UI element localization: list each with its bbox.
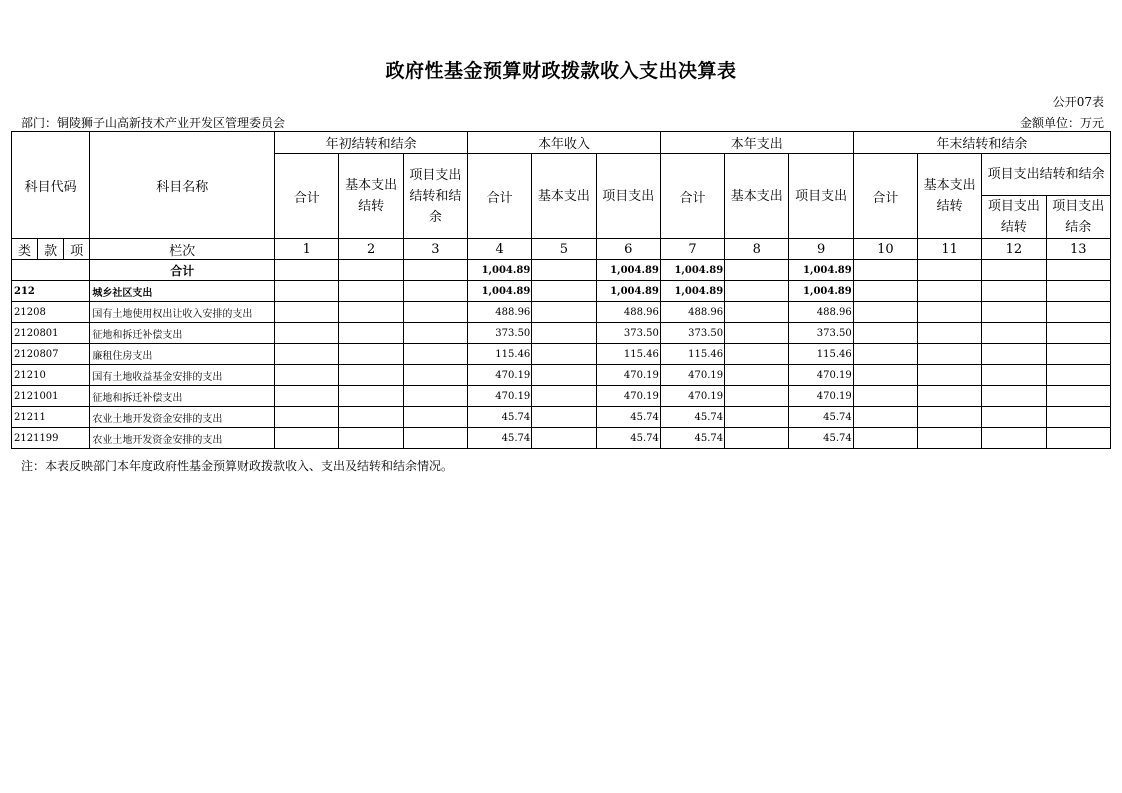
header-closing-project: 项目支出结转和结余: [982, 154, 1111, 196]
header-opening-project: 项目支出结转和结余: [403, 154, 467, 239]
row-expense-project: 488.96: [789, 302, 853, 323]
row-income-project: 1,004.89: [596, 281, 660, 302]
row-income-project: 470.19: [596, 386, 660, 407]
row-income-project: 115.46: [596, 344, 660, 365]
column-number: 13: [1046, 239, 1110, 260]
form-number: 公开07表: [1052, 95, 1104, 109]
row-income-total: 470.19: [468, 386, 532, 407]
row-name: 征地和拆迁补偿支出: [90, 386, 275, 407]
header-group-income: 本年收入: [468, 132, 661, 154]
row-expense-project: 1,004.89: [789, 281, 853, 302]
row-code: 2120801: [12, 323, 90, 344]
table-row: [12, 407, 1111, 428]
row-expense-total: 1,004.89: [660, 260, 724, 281]
row-expense-total: 373.50: [660, 323, 724, 344]
footnote: 注：本表反映部门本年度政府性基金预算财政拨款收入、支出及结转和结余情况。: [21, 459, 454, 473]
header-lanci: 栏次: [90, 239, 275, 260]
row-income-total: 1,004.89: [468, 260, 532, 281]
row-code: 21210: [12, 365, 90, 386]
row-expense-total: 470.19: [660, 365, 724, 386]
header-group-opening: 年初结转和结余: [275, 132, 468, 154]
row-income-project: 45.74: [596, 407, 660, 428]
table-row: [12, 428, 1111, 449]
row-expense-project: 470.19: [789, 386, 853, 407]
row-income-total: 488.96: [468, 302, 532, 323]
row-code: 21211: [12, 407, 90, 428]
row-income-project: 470.19: [596, 365, 660, 386]
row-code: 2121001: [12, 386, 90, 407]
budget-table: [11, 131, 1111, 449]
header-income-basic: 基本支出: [532, 154, 596, 239]
column-number: 3: [403, 239, 467, 260]
row-income-total: 45.74: [468, 428, 532, 449]
header-expense-basic: 基本支出: [725, 154, 789, 239]
table-row: [12, 281, 1111, 302]
column-number: 1: [275, 239, 339, 260]
column-number: 4: [468, 239, 532, 260]
table-row: [12, 323, 1111, 344]
row-expense-project: 1,004.89: [789, 260, 853, 281]
header-closing-total: 合计: [853, 154, 917, 239]
row-income-total: 115.46: [468, 344, 532, 365]
header-opening-total: 合计: [275, 154, 339, 239]
row-name: 国有土地使用权出让收入安排的支出: [90, 302, 275, 323]
row-income-project: 373.50: [596, 323, 660, 344]
column-number: 7: [660, 239, 724, 260]
header-group-closing: 年末结转和结余: [853, 132, 1110, 154]
column-number: 12: [982, 239, 1046, 260]
row-expense-total: 1,004.89: [660, 281, 724, 302]
header-subject-name: 科目名称: [90, 132, 275, 239]
header-opening-basic: 基本支出结转: [339, 154, 403, 239]
header-income-total: 合计: [468, 154, 532, 239]
amount-unit: 金额单位：万元: [1019, 116, 1104, 130]
row-expense-total: 488.96: [660, 302, 724, 323]
row-expense-total: 470.19: [660, 386, 724, 407]
header-lei: 类: [12, 239, 38, 260]
header-closing-project-carry: 项目支出结转: [982, 196, 1046, 239]
header-subject-code: 科目代码: [12, 132, 90, 239]
row-income-total: 1,004.89: [468, 281, 532, 302]
header-xiang: 项: [64, 239, 90, 260]
table-row-total: [12, 260, 1111, 281]
row-name: 农业土地开发资金安排的支出: [90, 428, 275, 449]
row-income-total: 373.50: [468, 323, 532, 344]
row-code: 2120807: [12, 344, 90, 365]
row-name: 合计: [90, 260, 275, 281]
page-title: 政府性基金预算财政拨款收入支出决算表: [385, 60, 737, 82]
column-number: 9: [789, 239, 853, 260]
column-number: 5: [532, 239, 596, 260]
row-name: 农业土地开发资金安排的支出: [90, 407, 275, 428]
table-row: [12, 344, 1111, 365]
table-row: [12, 386, 1111, 407]
row-expense-project: 373.50: [789, 323, 853, 344]
row-name: 廉租住房支出: [90, 344, 275, 365]
row-expense-project: 45.74: [789, 407, 853, 428]
column-number: 11: [918, 239, 982, 260]
header-closing-basic: 基本支出结转: [918, 154, 982, 239]
row-expense-total: 115.46: [660, 344, 724, 365]
row-expense-project: 470.19: [789, 365, 853, 386]
row-code: [12, 260, 90, 281]
row-code: 21208: [12, 302, 90, 323]
table-row: [12, 302, 1111, 323]
row-expense-project: 115.46: [789, 344, 853, 365]
row-name: 城乡社区支出: [90, 281, 275, 302]
column-number: 10: [853, 239, 917, 260]
row-income-total: 45.74: [468, 407, 532, 428]
header-expense-project: 项目支出: [789, 154, 853, 239]
column-number: 6: [596, 239, 660, 260]
column-number: 2: [339, 239, 403, 260]
header-kuan: 款: [38, 239, 64, 260]
row-expense-total: 45.74: [660, 407, 724, 428]
row-expense-project: 45.74: [789, 428, 853, 449]
row-income-project: 45.74: [596, 428, 660, 449]
row-expense-total: 45.74: [660, 428, 724, 449]
row-code: 2121199: [12, 428, 90, 449]
row-name: 国有土地收益基金安排的支出: [90, 365, 275, 386]
row-income-total: 470.19: [468, 365, 532, 386]
row-name: 征地和拆迁补偿支出: [90, 323, 275, 344]
row-code: 212: [12, 281, 90, 302]
row-income-project: 1,004.89: [596, 260, 660, 281]
column-number: 8: [725, 239, 789, 260]
header-group-expense: 本年支出: [660, 132, 853, 154]
department-label: 部门：铜陵狮子山高新技术产业开发区管理委员会: [21, 116, 286, 130]
header-closing-project-balance: 项目支出结余: [1046, 196, 1110, 239]
header-income-project: 项目支出: [596, 154, 660, 239]
row-income-project: 488.96: [596, 302, 660, 323]
table-row: [12, 365, 1111, 386]
header-expense-total: 合计: [660, 154, 724, 239]
